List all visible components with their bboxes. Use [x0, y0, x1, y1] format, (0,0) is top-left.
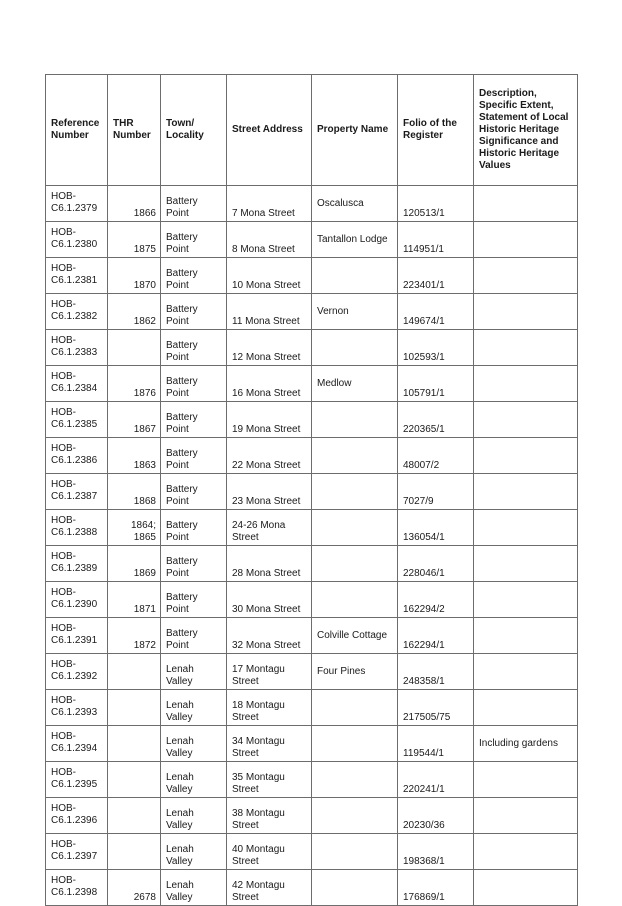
cell-town-locality: Battery Point: [161, 582, 227, 618]
cell-description: [474, 834, 578, 870]
cell-description: [474, 654, 578, 690]
cell-property-name: [312, 870, 398, 906]
cell-thr-number: 1875: [108, 222, 161, 258]
cell-town-locality: Battery Point: [161, 294, 227, 330]
cell-description: [474, 690, 578, 726]
table-row: [46, 258, 578, 294]
table-row: [46, 834, 578, 870]
cell-description: [474, 330, 578, 366]
table-row: [46, 618, 578, 654]
cell-folio: 228046/1: [398, 546, 474, 582]
cell-property-name: [312, 726, 398, 762]
cell-street-address: 40 Montagu Street: [227, 834, 312, 870]
cell-street-address: 11 Mona Street: [227, 294, 312, 330]
cell-reference-number: HOB-C6.1.2383: [46, 330, 108, 366]
cell-street-address: 18 Montagu Street: [227, 690, 312, 726]
cell-town-locality: Lenah Valley: [161, 726, 227, 762]
cell-property-name: [312, 402, 398, 438]
cell-description: [474, 186, 578, 222]
cell-property-name: [312, 546, 398, 582]
cell-street-address: 12 Mona Street: [227, 330, 312, 366]
cell-town-locality: Battery Point: [161, 438, 227, 474]
cell-reference-number: HOB-C6.1.2386: [46, 438, 108, 474]
cell-street-address: 22 Mona Street: [227, 438, 312, 474]
cell-thr-number: [108, 690, 161, 726]
cell-reference-number: HOB-C6.1.2394: [46, 726, 108, 762]
table-row: [46, 438, 578, 474]
cell-street-address: 28 Mona Street: [227, 546, 312, 582]
cell-reference-number: HOB-C6.1.2385: [46, 402, 108, 438]
table-row: [46, 366, 578, 402]
cell-street-address: 19 Mona Street: [227, 402, 312, 438]
cell-reference-number: HOB-C6.1.2390: [46, 582, 108, 618]
cell-folio: 248358/1: [398, 654, 474, 690]
cell-property-name: Medlow: [312, 366, 398, 402]
table-row: [46, 690, 578, 726]
cell-reference-number: HOB-C6.1.2382: [46, 294, 108, 330]
cell-property-name: [312, 798, 398, 834]
cell-description: [474, 222, 578, 258]
cell-street-address: 8 Mona Street: [227, 222, 312, 258]
cell-thr-number: [108, 654, 161, 690]
table-row: [46, 222, 578, 258]
table-row: [46, 546, 578, 582]
cell-property-name: Four Pines: [312, 654, 398, 690]
cell-folio: 119544/1: [398, 726, 474, 762]
cell-property-name: [312, 438, 398, 474]
header-property-name: Property Name: [312, 75, 398, 186]
cell-reference-number: HOB-C6.1.2388: [46, 510, 108, 546]
table-row: [46, 510, 578, 546]
cell-folio: 176869/1: [398, 870, 474, 906]
cell-thr-number: [108, 330, 161, 366]
cell-reference-number: HOB-C6.1.2389: [46, 546, 108, 582]
cell-thr-number: 1870: [108, 258, 161, 294]
cell-town-locality: Lenah Valley: [161, 870, 227, 906]
table-row: [46, 762, 578, 798]
cell-street-address: 23 Mona Street: [227, 474, 312, 510]
cell-folio: 120513/1: [398, 186, 474, 222]
cell-street-address: 32 Mona Street: [227, 618, 312, 654]
cell-thr-number: 1866: [108, 186, 161, 222]
cell-reference-number: HOB-C6.1.2384: [46, 366, 108, 402]
cell-thr-number: 1869: [108, 546, 161, 582]
cell-description: [474, 402, 578, 438]
cell-description: [474, 366, 578, 402]
cell-reference-number: HOB-C6.1.2379: [46, 186, 108, 222]
cell-thr-number: 1867: [108, 402, 161, 438]
cell-street-address: 38 Montagu Street: [227, 798, 312, 834]
cell-town-locality: Lenah Valley: [161, 798, 227, 834]
table-row: [46, 654, 578, 690]
cell-thr-number: [108, 834, 161, 870]
header-thr-number: THR Number: [108, 75, 161, 186]
cell-folio: 198368/1: [398, 834, 474, 870]
cell-folio: 114951/1: [398, 222, 474, 258]
cell-town-locality: Battery Point: [161, 546, 227, 582]
cell-street-address: 30 Mona Street: [227, 582, 312, 618]
cell-reference-number: HOB-C6.1.2392: [46, 654, 108, 690]
cell-property-name: [312, 510, 398, 546]
cell-thr-number: 1876: [108, 366, 161, 402]
table-row: [46, 330, 578, 366]
cell-folio: 162294/2: [398, 582, 474, 618]
header-folio: Folio of the Register: [398, 75, 474, 186]
cell-property-name: [312, 582, 398, 618]
cell-reference-number: HOB-C6.1.2387: [46, 474, 108, 510]
cell-property-name: Oscalusca: [312, 186, 398, 222]
cell-description: [474, 618, 578, 654]
header-description: Description, Specific Extent, Statement of Local Historic Heritage Significance and Historic Heritage Values: [474, 75, 578, 186]
table-row: [46, 474, 578, 510]
cell-property-name: Tantallon Lodge: [312, 222, 398, 258]
cell-town-locality: Lenah Valley: [161, 834, 227, 870]
cell-description: [474, 870, 578, 906]
cell-property-name: [312, 330, 398, 366]
cell-description: [474, 798, 578, 834]
header-row: [46, 75, 578, 186]
cell-description: [474, 582, 578, 618]
cell-thr-number: 1868: [108, 474, 161, 510]
cell-street-address: 42 Montagu Street: [227, 870, 312, 906]
cell-town-locality: Battery Point: [161, 366, 227, 402]
cell-town-locality: Battery Point: [161, 402, 227, 438]
header-town-locality: Town/ Locality: [161, 75, 227, 186]
cell-reference-number: HOB-C6.1.2395: [46, 762, 108, 798]
cell-reference-number: HOB-C6.1.2381: [46, 258, 108, 294]
cell-property-name: [312, 762, 398, 798]
cell-town-locality: Lenah Valley: [161, 690, 227, 726]
cell-property-name: [312, 258, 398, 294]
cell-reference-number: HOB-C6.1.2380: [46, 222, 108, 258]
cell-town-locality: Battery Point: [161, 258, 227, 294]
cell-folio: 162294/1: [398, 618, 474, 654]
cell-town-locality: Battery Point: [161, 474, 227, 510]
cell-property-name: [312, 690, 398, 726]
cell-street-address: 35 Montagu Street: [227, 762, 312, 798]
cell-folio: 220241/1: [398, 762, 474, 798]
cell-folio: 48007/2: [398, 438, 474, 474]
cell-street-address: 24-26 Mona Street: [227, 510, 312, 546]
cell-property-name: Vernon: [312, 294, 398, 330]
cell-thr-number: [108, 726, 161, 762]
table-row: [46, 186, 578, 222]
cell-description: [474, 294, 578, 330]
cell-description: [474, 258, 578, 294]
heritage-register-table: [45, 74, 578, 906]
cell-description: [474, 474, 578, 510]
cell-town-locality: Battery Point: [161, 510, 227, 546]
cell-property-name: [312, 834, 398, 870]
cell-folio: 20230/36: [398, 798, 474, 834]
cell-town-locality: Lenah Valley: [161, 762, 227, 798]
cell-thr-number: 1871: [108, 582, 161, 618]
table-row: [46, 294, 578, 330]
cell-folio: 105791/1: [398, 366, 474, 402]
cell-folio: 149674/1: [398, 294, 474, 330]
cell-description: Including gardens: [474, 726, 578, 762]
cell-street-address: 17 Montagu Street: [227, 654, 312, 690]
cell-reference-number: HOB-C6.1.2397: [46, 834, 108, 870]
cell-reference-number: HOB-C6.1.2391: [46, 618, 108, 654]
cell-street-address: 34 Montagu Street: [227, 726, 312, 762]
cell-town-locality: Battery Point: [161, 186, 227, 222]
cell-street-address: 16 Mona Street: [227, 366, 312, 402]
cell-town-locality: Battery Point: [161, 330, 227, 366]
cell-town-locality: Battery Point: [161, 618, 227, 654]
cell-property-name: [312, 474, 398, 510]
cell-thr-number: [108, 798, 161, 834]
cell-thr-number: 1872: [108, 618, 161, 654]
table-row: [46, 402, 578, 438]
header-street-address: Street Address: [227, 75, 312, 186]
cell-folio: 102593/1: [398, 330, 474, 366]
cell-thr-number: 1862: [108, 294, 161, 330]
cell-street-address: 7 Mona Street: [227, 186, 312, 222]
cell-description: [474, 762, 578, 798]
cell-folio: 136054/1: [398, 510, 474, 546]
table-row: [46, 582, 578, 618]
header-reference-number: Reference Number: [46, 75, 108, 186]
cell-thr-number: 1863: [108, 438, 161, 474]
cell-description: [474, 438, 578, 474]
cell-reference-number: HOB-C6.1.2396: [46, 798, 108, 834]
cell-folio: 217505/75: [398, 690, 474, 726]
cell-folio: 220365/1: [398, 402, 474, 438]
cell-town-locality: Lenah Valley: [161, 654, 227, 690]
cell-town-locality: Battery Point: [161, 222, 227, 258]
cell-street-address: 10 Mona Street: [227, 258, 312, 294]
cell-property-name: Colville Cottage: [312, 618, 398, 654]
cell-reference-number: HOB-C6.1.2398: [46, 870, 108, 906]
cell-folio: 7027/9: [398, 474, 474, 510]
cell-description: [474, 510, 578, 546]
cell-thr-number: [108, 762, 161, 798]
table-row: [46, 870, 578, 906]
cell-thr-number: 1864; 1865: [108, 510, 161, 546]
cell-description: [474, 546, 578, 582]
cell-reference-number: HOB-C6.1.2393: [46, 690, 108, 726]
cell-thr-number: 2678: [108, 870, 161, 906]
table-row: [46, 726, 578, 762]
cell-folio: 223401/1: [398, 258, 474, 294]
table-row: [46, 798, 578, 834]
